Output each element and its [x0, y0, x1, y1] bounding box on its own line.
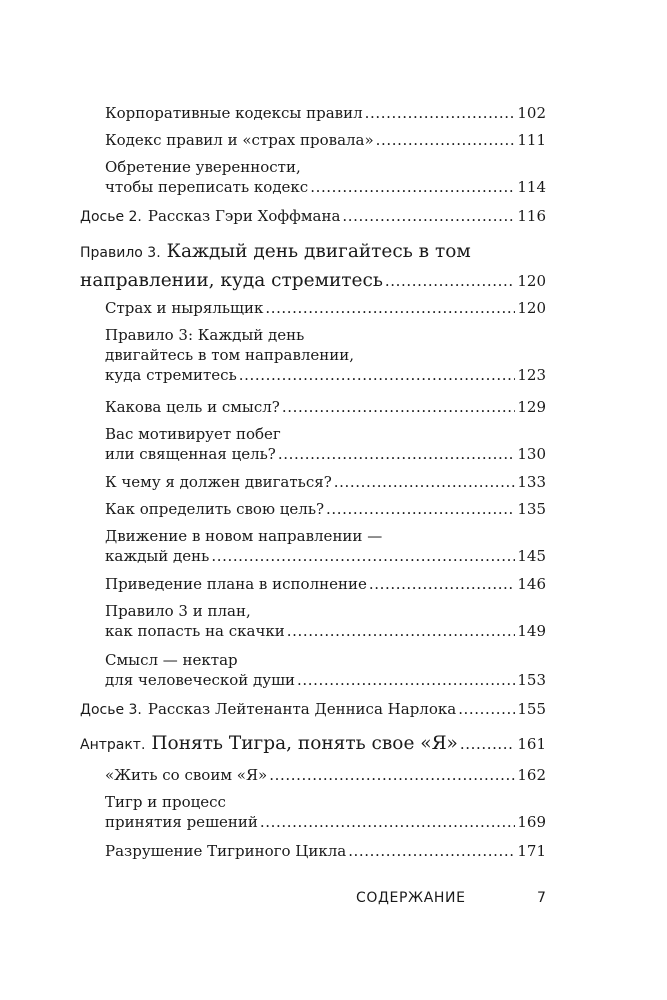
toc-entry-text: [105, 765, 267, 785]
toc-entry-title: принятия решений: [105, 813, 258, 831]
toc-entry-title: Какова цель и смысл?: [105, 398, 280, 416]
toc-entry-label: Правило 3.: [80, 245, 161, 261]
toc-page-number: 111: [517, 131, 546, 149]
toc-entry-title: К чему я должен двигаться?: [105, 473, 332, 491]
toc-entry: [105, 397, 546, 417]
toc-page-number: 133: [517, 473, 546, 491]
toc-entry-title: каждый день: [105, 547, 210, 565]
toc-entry-title: Обретение уверенности,: [105, 158, 301, 176]
toc-entry-text: [80, 267, 383, 294]
toc-entry: [105, 103, 546, 123]
toc-entry-text: [105, 546, 209, 566]
toc-entry-title: Вас мотивирует побег: [105, 425, 281, 443]
toc-page-number: 153: [517, 671, 546, 689]
toc-entry-title: двигайтесь в том направлении,: [105, 346, 355, 364]
dot-leader: [297, 670, 515, 690]
toc-entry-line: [105, 424, 546, 444]
toc-page-number: 171: [517, 842, 546, 860]
toc-entry-line: [105, 298, 546, 318]
toc-entry-text: [105, 130, 374, 150]
toc-entry-line: [105, 365, 546, 385]
toc-page-number: 129: [517, 398, 546, 416]
toc-entry-line: [105, 444, 546, 464]
toc-entry-line: [80, 730, 546, 759]
toc-entry-text: [80, 241, 471, 262]
toc-entry-title: Как определить свою цель?: [105, 500, 325, 518]
toc-entry-text: [105, 425, 281, 443]
toc-entry-title: Смысл — нектар: [105, 651, 238, 669]
dot-leader: [348, 841, 515, 861]
toc-entry-title: Приведение плана в исполнение: [105, 575, 367, 593]
toc-entry: [105, 325, 546, 385]
toc-entry-line: [105, 345, 546, 365]
toc-page-number: 130: [517, 445, 546, 463]
toc-entry-line: [80, 267, 546, 295]
dot-leader: [460, 731, 516, 758]
toc-entry-text: [105, 158, 301, 176]
toc-entry: [105, 601, 546, 641]
toc-entry-title: направлении, куда стремитесь: [80, 270, 383, 291]
toc-entry-text: [105, 472, 332, 492]
toc-entry-text: [105, 670, 295, 690]
toc-entry: [105, 574, 546, 594]
toc-entry: [80, 238, 546, 295]
toc-entry-title: Рассказ Лейтенанта Денниса Нарлока: [147, 700, 457, 718]
toc-entry-label: Антракт.: [80, 737, 146, 753]
toc-entry-text: [105, 812, 258, 832]
toc-entry-text: [105, 326, 304, 344]
toc-entry-title: как попасть на скачки: [105, 622, 285, 640]
toc-entry: [80, 206, 546, 227]
toc-entry-line: [105, 526, 546, 546]
toc-entry-text: [105, 177, 308, 197]
toc-entry-label: Досье 2.: [80, 209, 142, 225]
toc-entry: [105, 792, 546, 832]
toc-entry-text: [105, 621, 285, 641]
toc-entry: [105, 298, 546, 318]
dot-leader: [334, 472, 516, 492]
toc-entry-line: [105, 841, 546, 861]
toc-page-number: 169: [517, 813, 546, 831]
toc-entry-text: [80, 730, 458, 759]
toc-entry-line: [105, 792, 546, 812]
dot-leader: [458, 699, 515, 719]
toc-entry-title: Рассказ Гэри Хоффмана: [147, 207, 341, 225]
toc-entry-text: [105, 527, 382, 545]
toc-entry-text: [80, 206, 340, 227]
toc-entry-line: [105, 499, 546, 519]
dot-leader: [278, 444, 516, 464]
dot-leader: [287, 621, 516, 641]
toc-entry: [80, 730, 546, 759]
toc-page-number: 162: [517, 766, 546, 784]
toc-entry-title: Разрушение Тигриного Цикла: [105, 842, 347, 860]
toc-entry-title: для человеческой души: [105, 671, 296, 689]
toc-page-number: 120: [517, 299, 546, 317]
dot-leader: [282, 397, 516, 417]
dot-leader: [239, 365, 516, 385]
toc-entry-line: [80, 238, 546, 267]
dot-leader: [376, 130, 516, 150]
dot-leader: [369, 574, 516, 594]
toc-entry-text: [80, 699, 456, 720]
toc-page-number: 102: [517, 104, 546, 122]
toc-entry: [105, 130, 546, 150]
toc-entry-text: [105, 793, 226, 811]
toc-entry-text: [105, 298, 263, 318]
toc-entry-title: Движение в новом направлении —: [105, 527, 383, 545]
toc-entry: [105, 472, 546, 492]
toc-entry: [105, 650, 546, 690]
toc-entry-line: [105, 574, 546, 594]
toc-entry: [105, 499, 546, 519]
toc-page-number: 135: [517, 500, 546, 518]
toc-entry-line: [105, 765, 546, 785]
toc-page-number: 145: [517, 547, 546, 565]
toc-entry-text: [105, 602, 251, 620]
dot-leader: [342, 206, 515, 226]
dot-leader: [211, 546, 515, 566]
toc-entry-line: [105, 177, 546, 197]
toc-page-number: 155: [517, 700, 546, 718]
toc-page-number: 161: [517, 735, 546, 753]
dot-leader: [310, 177, 515, 197]
toc-entry-line: [105, 397, 546, 417]
dot-leader: [260, 812, 515, 832]
toc-entry-line: [105, 650, 546, 670]
toc-entry-title: Тигр и процесс: [105, 793, 226, 811]
toc-entry-text: [105, 499, 324, 519]
toc-entry-title: куда стремитесь: [105, 366, 237, 384]
toc-entry-line: [105, 130, 546, 150]
toc-entry-line: [105, 103, 546, 123]
toc-entry-label: Досье 3.: [80, 702, 142, 718]
toc-page-number: 146: [517, 575, 546, 593]
toc-entry-line: [105, 812, 546, 832]
toc-page-number: 120: [517, 272, 546, 290]
toc-entry-line: [105, 472, 546, 492]
toc-page-number: 116: [517, 207, 546, 225]
toc-entry-title: Страх и ныряльщик: [105, 299, 264, 317]
dot-leader: [326, 499, 515, 519]
toc-entry-title: или священная цель?: [105, 445, 276, 463]
toc-page-number: 123: [517, 366, 546, 384]
toc-entry-title: Каждый день двигайтесь в том: [166, 241, 471, 262]
toc-entry-line: [80, 699, 546, 720]
toc-entry-title: Правило 3 и план,: [105, 602, 251, 620]
toc-entry-title: Понять Тигра, понять свое «Я»: [151, 733, 458, 754]
toc-entry-line: [105, 325, 546, 345]
dot-leader: [265, 298, 515, 318]
toc-entry-title: «Жить со своим «Я»: [105, 766, 268, 784]
toc-entry-line: [105, 601, 546, 621]
toc-entry-text: [105, 841, 346, 861]
toc-entry-title: Кодекс правил и «страх провала»: [105, 131, 374, 149]
toc-entry-line: [80, 206, 546, 227]
toc-entry-text: [105, 365, 237, 385]
toc-entry-text: [105, 651, 238, 669]
toc-entry-text: [105, 103, 363, 123]
dot-leader: [365, 103, 516, 123]
toc-entry-line: [105, 546, 546, 566]
toc-entry-line: [105, 670, 546, 690]
toc-entry-text: [105, 444, 276, 464]
toc-entry: [80, 699, 546, 720]
running-header-title: СОДЕРЖАНИЕ: [356, 890, 466, 906]
toc-entry-text: [105, 346, 354, 364]
toc-entry-line: [105, 621, 546, 641]
toc-entry-title: чтобы переписать кодекс: [105, 178, 309, 196]
toc-entry-text: [105, 397, 280, 417]
toc-entry-title: Корпоративные кодексы правил: [105, 104, 363, 122]
toc-page-number: 149: [517, 622, 546, 640]
toc-entry: [105, 765, 546, 785]
dot-leader: [385, 268, 515, 295]
page-number: 7: [537, 890, 546, 906]
toc-entry: [105, 424, 546, 464]
dot-leader: [269, 765, 515, 785]
toc-entry: [105, 157, 546, 197]
toc-entry: [105, 526, 546, 566]
toc-page-number: 114: [517, 178, 546, 196]
toc-entry: [105, 841, 546, 861]
toc-entry-text: [105, 574, 367, 594]
toc-entry-title: Правило 3: Каждый день: [105, 326, 305, 344]
toc-entry-line: [105, 157, 546, 177]
